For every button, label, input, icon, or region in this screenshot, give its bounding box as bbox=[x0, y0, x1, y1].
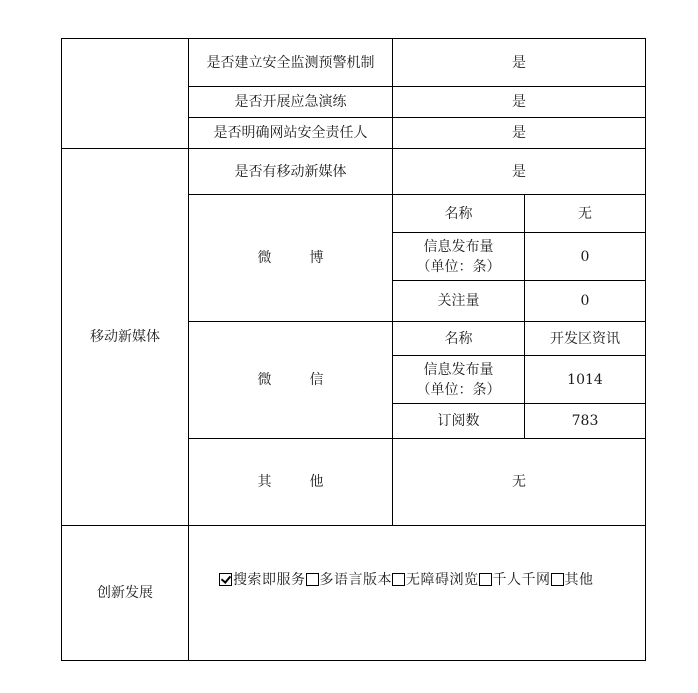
other-media-label: 其 他 bbox=[189, 439, 393, 526]
innovation-options bbox=[189, 526, 646, 661]
has-media-answer: 是 bbox=[393, 149, 646, 195]
weibo-name-label: 名称 bbox=[393, 195, 525, 233]
wechat-posts-value: 1014 bbox=[525, 356, 646, 404]
unchecked-checkbox-icon[interactable] bbox=[479, 573, 492, 586]
innovation-option-label: 搜索即服务 bbox=[233, 572, 306, 588]
has-media-question: 是否有移动新媒体 bbox=[189, 149, 393, 195]
wechat-subscribers-value: 783 bbox=[525, 404, 646, 439]
innovation-option[interactable] bbox=[392, 572, 479, 588]
unchecked-checkbox-icon[interactable] bbox=[306, 573, 319, 586]
innovation-option[interactable] bbox=[219, 572, 306, 588]
weibo-posts-value: 0 bbox=[525, 233, 646, 281]
other-media-value: 无 bbox=[393, 439, 646, 526]
responsible-question: 是否明确网站安全责任人 bbox=[189, 118, 393, 149]
drill-answer: 是 bbox=[393, 87, 646, 118]
wechat-name-label: 名称 bbox=[393, 322, 525, 356]
checkbox-row bbox=[219, 570, 641, 590]
wechat-name-value: 开发区资讯 bbox=[525, 322, 646, 356]
checked-checkbox-icon[interactable] bbox=[219, 573, 232, 586]
mobile-media-label: 移动新媒体 bbox=[62, 149, 189, 526]
wechat-label: 微 信 bbox=[189, 322, 393, 439]
innovation-label: 创新发展 bbox=[62, 526, 189, 661]
blank-section-cell bbox=[62, 39, 189, 149]
monitoring-question: 是否建立安全监测预警机制 bbox=[189, 39, 393, 87]
wechat-posts-label: 信息发布量 （单位：条） bbox=[393, 356, 525, 404]
weibo-name-value: 无 bbox=[525, 195, 646, 233]
innovation-option[interactable] bbox=[551, 572, 594, 588]
drill-question: 是否开展应急演练 bbox=[189, 87, 393, 118]
innovation-option-label: 无障碍浏览 bbox=[406, 572, 479, 588]
unchecked-checkbox-icon[interactable] bbox=[551, 573, 564, 586]
weibo-posts-label: 信息发布量 （单位：条） bbox=[393, 233, 525, 281]
innovation-option[interactable] bbox=[306, 572, 393, 588]
weibo-label: 微 博 bbox=[189, 195, 393, 322]
innovation-option-label: 多语言版本 bbox=[319, 572, 392, 588]
unchecked-checkbox-icon[interactable] bbox=[392, 573, 405, 586]
wechat-subscribers-label: 订阅数 bbox=[393, 404, 525, 439]
weibo-followers-value: 0 bbox=[525, 281, 646, 322]
report-table bbox=[61, 38, 646, 661]
innovation-option[interactable] bbox=[479, 572, 551, 588]
responsible-answer: 是 bbox=[393, 118, 646, 149]
monitoring-answer: 是 bbox=[393, 39, 646, 87]
weibo-followers-label: 关注量 bbox=[393, 281, 525, 322]
innovation-option-label: 千人千网 bbox=[492, 572, 551, 588]
innovation-option-label: 其他 bbox=[564, 572, 594, 588]
